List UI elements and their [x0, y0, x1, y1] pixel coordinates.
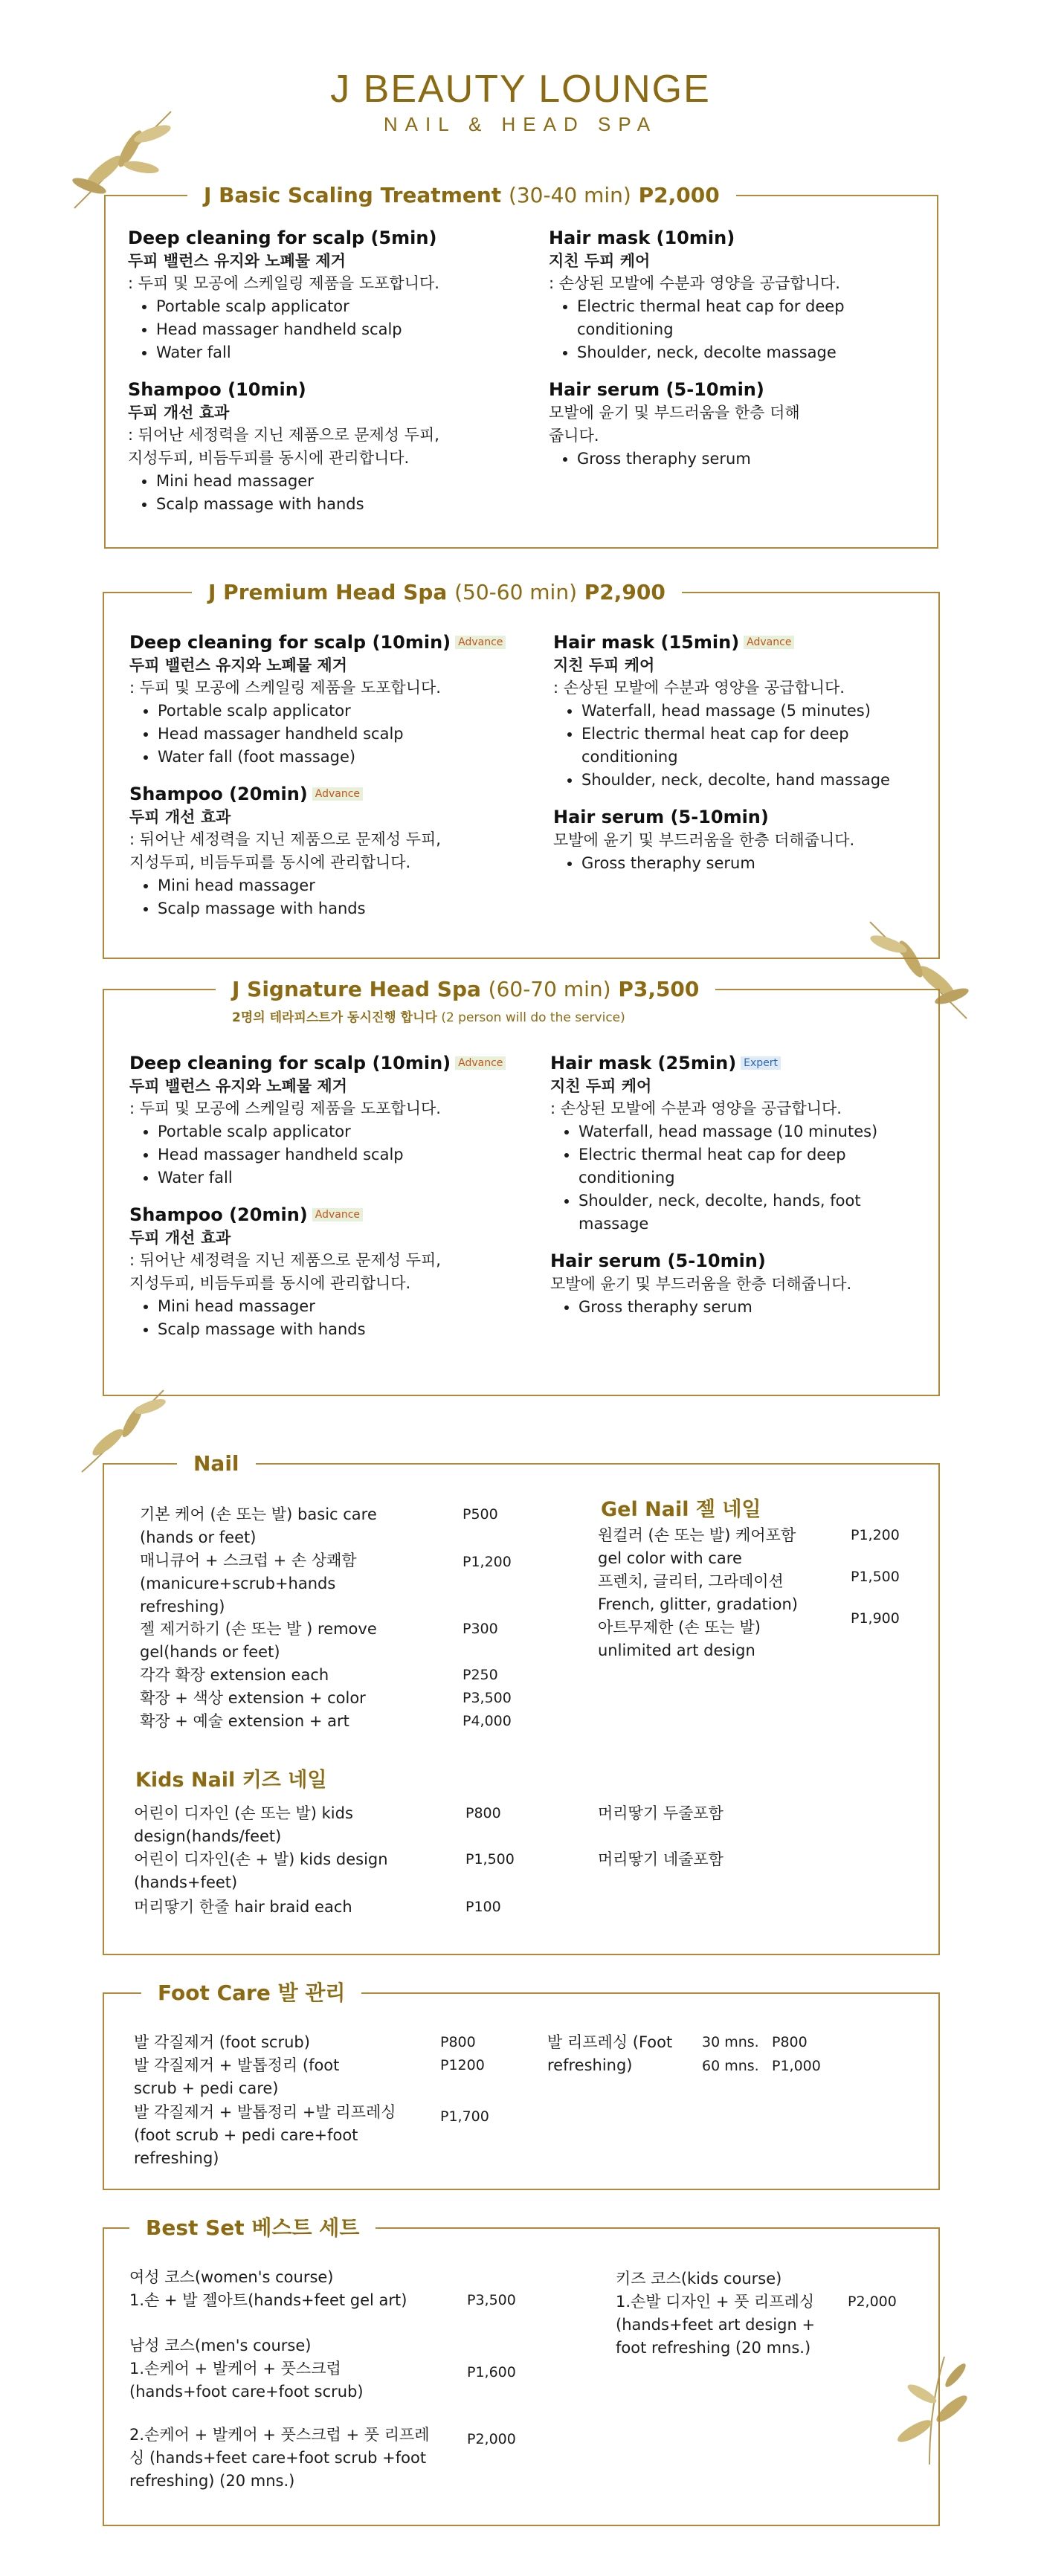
- service-title: Hair mask (25min) Expert: [550, 1051, 915, 1075]
- list-item: • Electric thermal heat cap for deep conditioning: [577, 295, 898, 341]
- price: P800: [772, 2034, 808, 2050]
- advance-tag: Advance: [312, 787, 363, 801]
- service-korean: 지친 두피 케어: [550, 1077, 652, 1095]
- list-item: • Portable scalp applicator: [158, 1120, 546, 1143]
- signature-spa-title: J Signature Head Spa (60-70 min) P3,500: [216, 977, 715, 1002]
- service-title: Hair serum (5-10min): [553, 807, 769, 827]
- service-list: [553, 700, 918, 792]
- list-item: • Waterfall, head massage (10 minutes): [578, 1120, 915, 1143]
- service-list: [549, 295, 898, 364]
- service-korean: 지친 두피 케어: [553, 656, 655, 674]
- list-item: • Water fall: [156, 341, 544, 364]
- price: P500: [463, 1506, 498, 1523]
- service-desc: : 뒤어난 세정력을 지닌 제품으로 문제성 두피, 지성두피, 비듬두피를 동시에 관리합니다.: [129, 830, 441, 871]
- advance-tag: Advance: [455, 1056, 506, 1070]
- premium-left-column: [129, 630, 546, 920]
- advance-tag: Advance: [744, 636, 794, 649]
- best-set-box: Best Set 베스트 세트 여성 코스(women's course) 1.손 + 발 젤아트(hands+feet gel art) P3,500 남성 코스(men's course) 1.손케어 + 발케어 + 풋스크럽 (hands+foot care+foot scrub) P1,600 2.손케어 + 발케어 + 풋스크럽 + 풋 리프레싱 (hands+feet care+foot scrub +foot refreshing) (20 mns.) P2,000 키즈 코스(kids course) 1.손발 디자인 + 풋 리프레싱 (hands+feet art design + foot refreshing (20 mns.) P2,000: [103, 2227, 940, 2526]
- price: P1,500: [851, 1569, 900, 1585]
- price: P1,600: [467, 2364, 516, 2380]
- service-desc: : 두피 및 모공에 스케일링 제품을 도포합니다.: [128, 274, 439, 292]
- service-list: [550, 1120, 915, 1236]
- price: P4,000: [463, 1713, 512, 1729]
- service-desc: 모발에 윤기 및 부드러움을 한층 더해줍니다.: [550, 1275, 852, 1293]
- basic-treatment-box: [104, 183, 938, 549]
- service-desc: : 손상된 모발에 수분과 영양을 공급합니다.: [550, 1100, 842, 1117]
- service-title: Shampoo (10min): [128, 379, 306, 400]
- service-list: [129, 874, 546, 920]
- service-title: Hair serum (5-10min): [549, 379, 764, 400]
- advance-tag: Advance: [455, 636, 506, 649]
- basic-right-column: [549, 226, 898, 471]
- service-korean: 두피 밸런스 유지와 노폐물 제거: [129, 1077, 347, 1095]
- duration: 60 mns.: [702, 2058, 759, 2074]
- service-korean: 두피 개선 효과: [128, 404, 230, 422]
- price: P3,500: [463, 1690, 512, 1706]
- list-item: • Gross theraphy serum: [577, 448, 898, 471]
- service-korean: 두피 밸런스 유지와 노폐물 제거: [129, 656, 347, 674]
- list-item: • Water fall: [158, 1166, 546, 1189]
- price: P100: [465, 1899, 501, 1915]
- list-item: • Shoulder, neck, decolte, hands, foot massage: [578, 1189, 915, 1236]
- list-item: • Water fall (foot massage): [158, 746, 546, 769]
- women-course-header: 여성 코스(women's course): [129, 2268, 334, 2286]
- list-item: • Head massager handheld scalp: [158, 723, 546, 746]
- price: P2,000: [467, 2431, 516, 2447]
- price: P1,900: [851, 1610, 900, 1627]
- duration: 30 mns.: [702, 2034, 759, 2050]
- list-item: • Portable scalp applicator: [156, 295, 544, 318]
- list-item: • Mini head massager: [156, 470, 544, 493]
- service-korean: 두피 개선 효과: [129, 808, 231, 826]
- basic-treatment-title: J Basic Scaling Treatment (30-40 min) P2,000: [187, 183, 736, 208]
- brand-title: J BEAUTY LOUNGE: [330, 68, 711, 111]
- list-item: • Electric thermal heat cap for deep conditioning: [578, 1143, 915, 1189]
- kids-nail-title: Kids Nail 키즈 네일: [135, 1769, 327, 1792]
- premium-right-column: [553, 630, 918, 875]
- foot-care-box: Foot Care 발 관리 발 각질제거 (foot scrub) P800 발 각질제거 + 발톱정리 (foot scrub + pedi care) P1200 발 각질제거 + 발톱정리 +발 리프레싱 (foot scrub + pedi care+foot refreshing) P1,700 발 리프레싱 (Foot refreshing) 30 mns. P800 60 mns. P1,000: [103, 1992, 940, 2190]
- service-desc: : 뒤어난 세정력을 지닌 제품으로 문제성 두피, 지성두피, 비듬두피를 동시에 관리합니다.: [129, 1251, 441, 1292]
- basic-left-column: [128, 226, 544, 516]
- nail-box: Nail 기본 케어 (손 또는 발) basic care (hands or feet) P500 매니큐어 + 스크럽 + 손 상쾌함 (manicure+scrub+hands refreshing) P1,200 젤 제거하기 (손 또는 발 ) remove gel(hands or feet) P300 각각 확장 extension each P250 확장 + 색상 extension + color P3,500 확장 + 예술 extension + art P4,000 Gel Nail 젤 네일 원컬러 (손 또는 발) 케어포함 gel color with care P1,200 프렌치, 글리터, 그라데이션 French, glitter, gradation) P1,500 아트무제한 (손 또는 발) unlimited art design P1,900 Kids Nail 키즈 네일 어린이 디자인 (손 또는 발) kids design(hands/feet) P800 머리땋기 두줄포함 어린이 디자인(손 + 발) kids design (hands+feet) P1,500 머리땋기 네줄포함 머리땋기 한줄 hair braid each P100: [103, 1463, 940, 1955]
- price: P800: [440, 2034, 476, 2050]
- service-title: Shampoo (20min) Advance: [129, 782, 546, 806]
- premium-spa-box: [103, 580, 940, 959]
- service-desc: 모발에 윤기 및 부드러움을 한층 더해 줍니다.: [549, 404, 800, 445]
- list-item: • Shoulder, neck, decolte, hand massage: [581, 769, 918, 792]
- list-item: • Head massager handheld scalp: [156, 318, 544, 341]
- list-item: • Gross theraphy serum: [578, 1296, 915, 1319]
- service-desc: : 손상된 모발에 수분과 영양을 공급합니다.: [553, 679, 845, 697]
- signature-right-column: [550, 1051, 915, 1319]
- price: P250: [463, 1667, 498, 1683]
- service-title: Shampoo (20min) Advance: [129, 1203, 546, 1227]
- service-list: [129, 700, 546, 769]
- price: P3,500: [467, 2292, 516, 2308]
- service-desc: 모발에 윤기 및 부드러움을 한층 더해줍니다.: [553, 831, 855, 849]
- service-desc: : 뒤어난 세정력을 지닌 제품으로 문제성 두피, 지성두피, 비듬두피를 동시에 관리합니다.: [128, 426, 439, 467]
- list-item: • Mini head massager: [158, 874, 546, 897]
- list-item: • Scalp massage with hands: [158, 897, 546, 920]
- list-item: • Mini head massager: [158, 1295, 546, 1318]
- service-korean: 두피 개선 효과: [129, 1229, 231, 1247]
- service-list: [128, 295, 544, 364]
- service-list: [129, 1295, 546, 1341]
- service-list: [553, 852, 918, 875]
- price: P1,200: [851, 1527, 900, 1543]
- service-list: [550, 1296, 915, 1319]
- service-title: Hair serum (5-10min): [550, 1250, 766, 1271]
- best-set-title: Best Set 베스트 세트: [129, 2215, 376, 2241]
- foot-care-title: Foot Care 발 관리: [141, 1981, 361, 2006]
- list-item: • Shoulder, neck, decolte massage: [577, 341, 898, 364]
- service-title: Hair mask (10min): [549, 227, 735, 248]
- nail-title: Nail: [177, 1451, 256, 1476]
- men-course-header: 남성 코스(men's course): [129, 2337, 312, 2354]
- signature-note: 2명의 테라피스트가 동시진행 합니다 (2 person will do the service): [232, 1007, 625, 1025]
- price: P2,000: [848, 2293, 897, 2310]
- expert-tag: Expert: [741, 1056, 781, 1070]
- price: P1,000: [772, 2058, 821, 2074]
- service-korean: 지친 두피 케어: [549, 252, 651, 270]
- advance-tag: Advance: [312, 1208, 363, 1221]
- service-title: Deep cleaning for scalp (5min): [128, 227, 437, 248]
- service-title: Hair mask (15min) Advance: [553, 630, 918, 654]
- price: P300: [463, 1621, 498, 1637]
- service-korean: 두피 밸런스 유지와 노폐물 제거: [128, 252, 346, 270]
- list-item: • Head massager handheld scalp: [158, 1143, 546, 1166]
- price: P800: [465, 1805, 501, 1821]
- premium-spa-title: J Premium Head Spa (50-60 min) P2,900: [192, 580, 682, 605]
- list-item: • Waterfall, head massage (5 minutes): [581, 700, 918, 723]
- service-list: [129, 1120, 546, 1189]
- service-desc: : 두피 및 모공에 스케일링 제품을 도포합니다.: [129, 1100, 441, 1117]
- price: P1,700: [440, 2108, 489, 2125]
- price: P1,200: [463, 1554, 512, 1570]
- service-title: Deep cleaning for scalp (10min) Advance: [129, 630, 546, 654]
- list-item: • Gross theraphy serum: [581, 852, 918, 875]
- service-list: [549, 448, 898, 471]
- signature-spa-box: [103, 977, 940, 1396]
- service-list: [128, 470, 544, 516]
- price: P1,500: [465, 1851, 515, 1868]
- kids-course-header: 키즈 코스(kids course): [616, 2270, 782, 2288]
- signature-left-column: [129, 1051, 546, 1341]
- price: P1200: [440, 2057, 485, 2073]
- service-desc: : 두피 및 모공에 스케일링 제품을 도포합니다.: [129, 679, 441, 697]
- gel-nail-title: Gel Nail 젤 네일: [601, 1498, 761, 1521]
- list-item: • Portable scalp applicator: [158, 700, 546, 723]
- service-desc: : 손상된 모발에 수분과 영양을 공급합니다.: [549, 274, 840, 292]
- list-item: • Scalp massage with hands: [158, 1318, 546, 1341]
- list-item: • Electric thermal heat cap for deep conditioning: [581, 723, 918, 769]
- service-title: Deep cleaning for scalp (10min) Advance: [129, 1051, 546, 1075]
- list-item: • Scalp massage with hands: [156, 493, 544, 516]
- brand-subtitle: NAIL & HEAD SPA: [383, 113, 658, 135]
